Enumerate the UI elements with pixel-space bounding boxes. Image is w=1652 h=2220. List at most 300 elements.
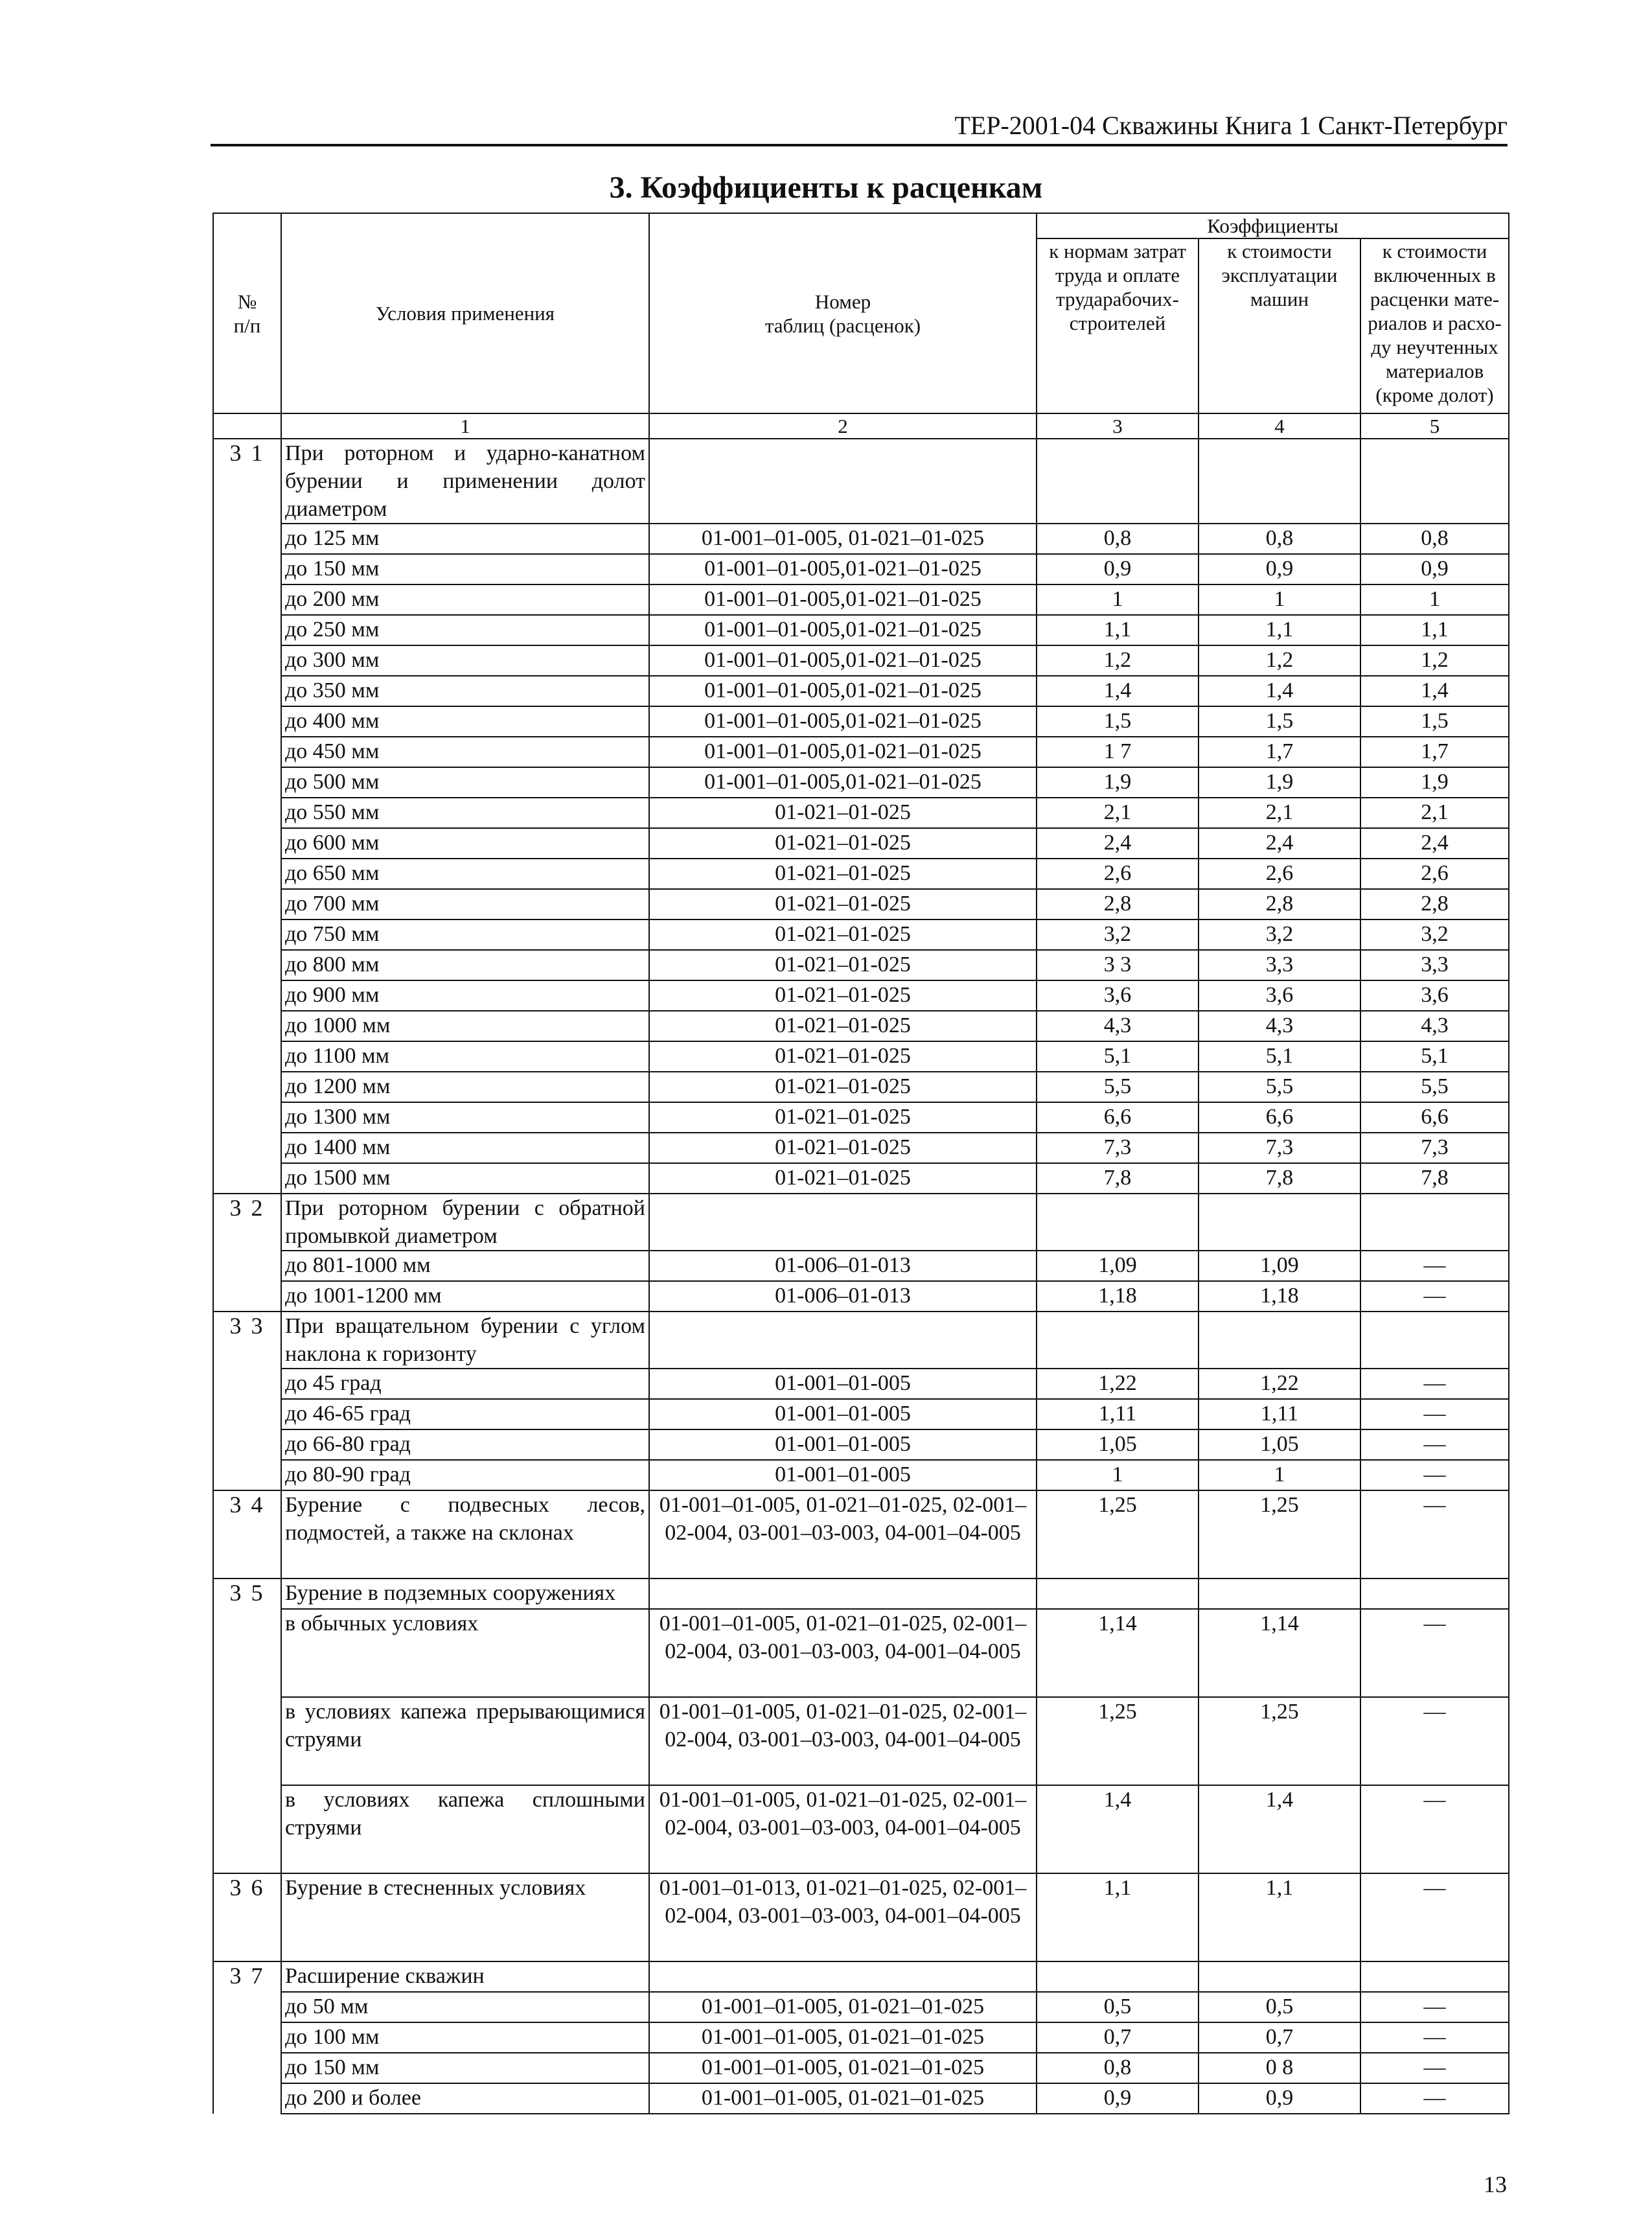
material-coef-cell: — xyxy=(1360,1281,1509,1312)
material-coef-cell: 3,6 xyxy=(1360,980,1509,1011)
condition-cell: до 450 мм xyxy=(281,737,649,767)
table-row xyxy=(213,919,1509,950)
row-number-cell-empty xyxy=(213,1041,281,1072)
table-row xyxy=(213,615,1509,645)
machine-coef-cell: 1,22 xyxy=(1199,1369,1360,1399)
condition-cell: Бурение в стесненных условиях xyxy=(281,1873,649,1961)
row-number-cell-empty xyxy=(213,1251,281,1281)
row-number-cell-empty xyxy=(213,1609,281,1697)
table-row xyxy=(213,524,1509,554)
row-number-cell-empty xyxy=(213,1399,281,1429)
table-number-cell: 01-001–01-005,01-021–01-025 xyxy=(649,767,1037,798)
condition-cell: до 50 мм xyxy=(281,1992,649,2022)
machine-coef-cell: 1,5 xyxy=(1199,706,1360,737)
material-coef-cell: — xyxy=(1360,1460,1509,1490)
condition-cell: до 46-65 град xyxy=(281,1399,649,1429)
condition-cell: до 600 мм xyxy=(281,828,649,859)
table-row xyxy=(213,767,1509,798)
table-row xyxy=(213,1429,1509,1460)
machine-coef-cell: 2,4 xyxy=(1199,828,1360,859)
condition-cell: в условиях капежа сплошными струями xyxy=(281,1785,649,1873)
labor-coef-cell: 1,1 xyxy=(1037,1873,1199,1961)
machine-coef-cell: 0,5 xyxy=(1199,1992,1360,2022)
row-number-cell-empty xyxy=(213,1697,281,1785)
labor-coef-cell: 0,5 xyxy=(1037,1992,1199,2022)
machine-coef-cell: 0 8 xyxy=(1199,2053,1360,2083)
material-coef-cell: — xyxy=(1360,1369,1509,1399)
condition-cell: до 200 и более xyxy=(281,2083,649,2114)
labor-coef-cell: 1,4 xyxy=(1037,1785,1199,1873)
table-row xyxy=(213,798,1509,828)
column-number: 1 xyxy=(281,413,649,439)
table-row xyxy=(213,584,1509,615)
machine-coef-cell: 2,1 xyxy=(1199,798,1360,828)
table-number-cell: 01-001–01-005 xyxy=(649,1369,1037,1399)
condition-cell: до 1000 мм xyxy=(281,1011,649,1041)
condition-cell: до 125 мм xyxy=(281,524,649,554)
group-title-row xyxy=(213,1578,1509,1609)
row-number-cell: 3 5 xyxy=(213,1578,281,1609)
material-coef-cell: 1,4 xyxy=(1360,676,1509,706)
row-number-cell-empty xyxy=(213,1133,281,1163)
table-row xyxy=(213,2053,1509,2083)
labor-coef-cell: 1 xyxy=(1037,1460,1199,1490)
table-row xyxy=(213,1281,1509,1312)
table-number-cell: 01-001–01-005, 01-021–01-025, 02-001–02-004, 03-001–03-003, 04-001–04-005 xyxy=(649,1785,1037,1873)
machine-coef-cell: 1,25 xyxy=(1199,1697,1360,1785)
row-number-cell-empty xyxy=(213,798,281,828)
row-number-cell-empty xyxy=(213,1785,281,1873)
header-conditions: Условия применения xyxy=(281,213,649,413)
table-row xyxy=(213,2022,1509,2053)
row-number-cell-empty xyxy=(213,1369,281,1399)
condition-cell: Бурение с подвесных лесов, подмостей, а также на склонах xyxy=(281,1490,649,1578)
condition-cell: до 1300 мм xyxy=(281,1102,649,1133)
table-row xyxy=(213,1163,1509,1194)
row-number-cell: 3 1 xyxy=(213,439,281,524)
labor-coef-cell: 1,09 xyxy=(1037,1251,1199,1281)
empty-cell xyxy=(1037,1312,1199,1369)
condition-cell: до 750 мм xyxy=(281,919,649,950)
table-row xyxy=(213,1369,1509,1399)
condition-cell: до 1500 мм xyxy=(281,1163,649,1194)
row-number-cell-empty xyxy=(213,615,281,645)
header-table-number: Номер таблиц (расценок) xyxy=(649,213,1037,413)
material-coef-cell: 0,9 xyxy=(1360,554,1509,584)
header-num: № п/п xyxy=(213,213,281,413)
condition-cell: до 500 мм xyxy=(281,767,649,798)
condition-cell: до 800 мм xyxy=(281,950,649,980)
table-number-cell: 01-001–01-005, 01-021–01-025 xyxy=(649,524,1037,554)
row-number-cell-empty xyxy=(213,919,281,950)
machine-coef-cell: 0,7 xyxy=(1199,2022,1360,2053)
row-number-cell-empty xyxy=(213,554,281,584)
table-number-cell: 01-001–01-013, 01-021–01-025, 02-001–02-004, 03-001–03-003, 04-001–04-005 xyxy=(649,1873,1037,1961)
machine-coef-cell: 1,09 xyxy=(1199,1251,1360,1281)
labor-coef-cell: 1,18 xyxy=(1037,1281,1199,1312)
table-row xyxy=(213,2083,1509,2114)
labor-coef-cell: 1,4 xyxy=(1037,676,1199,706)
machine-coef-cell: 0,9 xyxy=(1199,2083,1360,2114)
table-number-cell: 01-021–01-025 xyxy=(649,859,1037,889)
labor-coef-cell: 1,9 xyxy=(1037,767,1199,798)
column-number: 4 xyxy=(1199,413,1360,439)
labor-coef-cell: 1,11 xyxy=(1037,1399,1199,1429)
header-labor: к нормам затрат труда и оплате трударабочих- строителей xyxy=(1037,238,1199,413)
table-number-cell: 01-006–01-013 xyxy=(649,1281,1037,1312)
table-number-cell: 01-001–01-005, 01-021–01-025 xyxy=(649,2083,1037,2114)
empty-cell xyxy=(649,1194,1037,1251)
row-number-cell-empty xyxy=(213,1011,281,1041)
condition-cell: до 1001-1200 мм xyxy=(281,1281,649,1312)
condition-cell: до 66-80 град xyxy=(281,1429,649,1460)
table-row xyxy=(213,1697,1509,1785)
condition-cell: до 1400 мм xyxy=(281,1133,649,1163)
row-number-cell-empty xyxy=(213,950,281,980)
condition-cell: до 350 мм xyxy=(281,676,649,706)
empty-cell xyxy=(1199,439,1360,524)
table-row xyxy=(213,980,1509,1011)
coefficients-table xyxy=(212,213,1509,2114)
machine-coef-cell: 1 xyxy=(1199,1460,1360,1490)
row-number-cell-empty xyxy=(213,706,281,737)
table-number-cell: 01-001–01-005,01-021–01-025 xyxy=(649,737,1037,767)
empty-cell xyxy=(649,1312,1037,1369)
labor-coef-cell: 0,9 xyxy=(1037,554,1199,584)
condition-cell: до 801-1000 мм xyxy=(281,1251,649,1281)
material-coef-cell: 2,8 xyxy=(1360,889,1509,919)
table-number-cell: 01-021–01-025 xyxy=(649,980,1037,1011)
table-number-cell: 01-001–01-005,01-021–01-025 xyxy=(649,676,1037,706)
row-number-cell-empty xyxy=(213,2053,281,2083)
empty-cell xyxy=(1360,1961,1509,1992)
labor-coef-cell: 5,5 xyxy=(1037,1072,1199,1102)
labor-coef-cell: 0,9 xyxy=(1037,2083,1199,2114)
machine-coef-cell: 0,8 xyxy=(1199,524,1360,554)
table-number-cell: 01-001–01-005 xyxy=(649,1399,1037,1429)
labor-coef-cell: 1,14 xyxy=(1037,1609,1199,1697)
material-coef-cell: — xyxy=(1360,2083,1509,2114)
row-number-cell-empty xyxy=(213,1460,281,1490)
table-row xyxy=(213,1072,1509,1102)
condition-cell: до 200 мм xyxy=(281,584,649,615)
material-coef-cell: — xyxy=(1360,2053,1509,2083)
condition-cell: до 100 мм xyxy=(281,2022,649,2053)
labor-coef-cell: 1,5 xyxy=(1037,706,1199,737)
labor-coef-cell: 2,1 xyxy=(1037,798,1199,828)
material-coef-cell: 6,6 xyxy=(1360,1102,1509,1133)
row-number-cell-empty xyxy=(213,1163,281,1194)
header-machines: к стоимости эксплуатации машин xyxy=(1199,238,1360,413)
table-number-cell: 01-021–01-025 xyxy=(649,828,1037,859)
condition-cell: до 45 град xyxy=(281,1369,649,1399)
empty-cell xyxy=(1360,1578,1509,1609)
row-number-cell-empty xyxy=(213,676,281,706)
table-number-cell: 01-001–01-005,01-021–01-025 xyxy=(649,554,1037,584)
labor-coef-cell: 0,7 xyxy=(1037,2022,1199,2053)
machine-coef-cell: 1,11 xyxy=(1199,1399,1360,1429)
machine-coef-cell: 3,2 xyxy=(1199,919,1360,950)
group-title-cell: При роторном и ударно-канатном бурении и применении долот диаметром xyxy=(281,439,649,524)
group-title-cell: При вращательном бурении с углом наклона к горизонту xyxy=(281,1312,649,1369)
table-row xyxy=(213,1133,1509,1163)
empty-cell xyxy=(1199,1578,1360,1609)
group-title-row xyxy=(213,1194,1509,1251)
row-number-cell-empty xyxy=(213,1072,281,1102)
labor-coef-cell: 1,25 xyxy=(1037,1490,1199,1578)
row-number-cell-empty xyxy=(213,859,281,889)
material-coef-cell: 4,3 xyxy=(1360,1011,1509,1041)
labor-coef-cell: 1,1 xyxy=(1037,615,1199,645)
row-number-cell: 3 6 xyxy=(213,1873,281,1961)
condition-cell: до 80-90 град xyxy=(281,1460,649,1490)
condition-cell: до 550 мм xyxy=(281,798,649,828)
row-number-cell: 3 2 xyxy=(213,1194,281,1251)
table-number-cell: 01-021–01-025 xyxy=(649,950,1037,980)
material-coef-cell: — xyxy=(1360,1490,1509,1578)
table-number-cell: 01-001–01-005,01-021–01-025 xyxy=(649,615,1037,645)
labor-coef-cell: 1,25 xyxy=(1037,1697,1199,1785)
row-number-cell-empty xyxy=(213,584,281,615)
table-row xyxy=(213,554,1509,584)
material-coef-cell: — xyxy=(1360,1873,1509,1961)
group-title-row xyxy=(213,439,1509,524)
material-coef-cell: 1,2 xyxy=(1360,645,1509,676)
machine-coef-cell: 1,25 xyxy=(1199,1490,1360,1578)
material-coef-cell: — xyxy=(1360,2022,1509,2053)
table-number-cell: 01-001–01-005, 01-021–01-025, 02-001–02-004, 03-001–03-003, 04-001–04-005 xyxy=(649,1490,1037,1578)
row-number-cell-empty xyxy=(213,1102,281,1133)
machine-coef-cell: 6,6 xyxy=(1199,1102,1360,1133)
labor-coef-cell: 1,22 xyxy=(1037,1369,1199,1399)
machine-coef-cell: 1,14 xyxy=(1199,1609,1360,1697)
empty-cell xyxy=(1037,1961,1199,1992)
machine-coef-cell: 1,05 xyxy=(1199,1429,1360,1460)
material-coef-cell: 7,8 xyxy=(1360,1163,1509,1194)
machine-coef-cell: 4,3 xyxy=(1199,1011,1360,1041)
condition-cell: до 700 мм xyxy=(281,889,649,919)
table-row xyxy=(213,889,1509,919)
row-number-cell-empty xyxy=(213,767,281,798)
table-number-cell: 01-021–01-025 xyxy=(649,919,1037,950)
empty-cell xyxy=(1037,1578,1199,1609)
material-coef-cell: 1 xyxy=(1360,584,1509,615)
labor-coef-cell: 5,1 xyxy=(1037,1041,1199,1072)
empty-cell xyxy=(1037,1194,1199,1251)
table-number-cell: 01-021–01-025 xyxy=(649,1011,1037,1041)
condition-cell: до 250 мм xyxy=(281,615,649,645)
table-row xyxy=(213,950,1509,980)
table-number-cell: 01-001–01-005, 01-021–01-025, 02-001–02-004, 03-001–03-003, 04-001–04-005 xyxy=(649,1697,1037,1785)
table-row xyxy=(213,1399,1509,1429)
machine-coef-cell: 1,4 xyxy=(1199,676,1360,706)
column-number: 5 xyxy=(1360,413,1509,439)
table-row xyxy=(213,1041,1509,1072)
row-number-cell-empty xyxy=(213,828,281,859)
machine-coef-cell: 1,1 xyxy=(1199,615,1360,645)
empty-cell xyxy=(1360,1194,1509,1251)
material-coef-cell: — xyxy=(1360,1697,1509,1785)
table-number-cell: 01-001–01-005 xyxy=(649,1460,1037,1490)
machine-coef-cell: 0,9 xyxy=(1199,554,1360,584)
table-number-cell: 01-021–01-025 xyxy=(649,798,1037,828)
table-row xyxy=(213,828,1509,859)
condition-cell: в условиях капежа прерывающимися струями xyxy=(281,1697,649,1785)
row-number-cell: 3 4 xyxy=(213,1490,281,1578)
labor-coef-cell: 1 7 xyxy=(1037,737,1199,767)
machine-coef-cell: 1,7 xyxy=(1199,737,1360,767)
labor-coef-cell: 3 3 xyxy=(1037,950,1199,980)
material-coef-cell: 2,6 xyxy=(1360,859,1509,889)
group-title-row xyxy=(213,1312,1509,1369)
table-number-cell: 01-001–01-005, 01-021–01-025 xyxy=(649,1992,1037,2022)
table-row xyxy=(213,1785,1509,1873)
condition-cell: до 400 мм xyxy=(281,706,649,737)
table-number-cell: 01-001–01-005, 01-021–01-025 xyxy=(649,2053,1037,2083)
material-coef-cell: — xyxy=(1360,1992,1509,2022)
material-coef-cell: 2,4 xyxy=(1360,828,1509,859)
column-number: 2 xyxy=(649,413,1037,439)
table-row xyxy=(213,737,1509,767)
row-number-cell-empty xyxy=(213,889,281,919)
table-row xyxy=(213,859,1509,889)
table-number-cell: 01-001–01-005,01-021–01-025 xyxy=(649,645,1037,676)
row-number-cell-empty xyxy=(213,1281,281,1312)
material-coef-cell: 3,3 xyxy=(1360,950,1509,980)
table-row xyxy=(213,1992,1509,2022)
table-number-cell: 01-006–01-013 xyxy=(649,1251,1037,1281)
labor-coef-cell: 1,2 xyxy=(1037,645,1199,676)
table-number-cell: 01-021–01-025 xyxy=(649,1163,1037,1194)
labor-coef-cell: 1 xyxy=(1037,584,1199,615)
labor-coef-cell: 2,4 xyxy=(1037,828,1199,859)
running-header xyxy=(211,110,1508,146)
group-title-cell: При роторном бурении с обратной промывкой диаметром xyxy=(281,1194,649,1251)
section-title: 3. Коэффициенты к расценкам xyxy=(609,170,1043,205)
table-number-cell: 01-021–01-025 xyxy=(649,1133,1037,1163)
machine-coef-cell: 5,5 xyxy=(1199,1072,1360,1102)
labor-coef-cell: 6,6 xyxy=(1037,1102,1199,1133)
empty-cell xyxy=(649,439,1037,524)
row-number-cell-empty xyxy=(213,2022,281,2053)
table-number-cell: 01-001–01-005,01-021–01-025 xyxy=(649,584,1037,615)
labor-coef-cell: 3,6 xyxy=(1037,980,1199,1011)
table-number-cell: 01-021–01-025 xyxy=(649,889,1037,919)
empty-cell xyxy=(1199,1194,1360,1251)
row-number-cell-empty xyxy=(213,2083,281,2114)
table-number-cell: 01-001–01-005, 01-021–01-025 xyxy=(649,2022,1037,2053)
group-title-row xyxy=(213,1961,1509,1992)
condition-cell: до 300 мм xyxy=(281,645,649,676)
condition-cell: до 900 мм xyxy=(281,980,649,1011)
running-header-text: ТЕР-2001-04 Скважины Книга 1 Санкт-Петербург xyxy=(954,111,1508,140)
empty-cell xyxy=(1360,439,1509,524)
row-number-cell-empty xyxy=(213,1429,281,1460)
empty-cell xyxy=(649,1578,1037,1609)
material-coef-cell: — xyxy=(1360,1609,1509,1697)
column-number: 3 xyxy=(1037,413,1199,439)
group-title-cell: Расширение скважин xyxy=(281,1961,649,1992)
coefficients-table-body xyxy=(213,213,1509,2114)
labor-coef-cell: 1,05 xyxy=(1037,1429,1199,1460)
machine-coef-cell: 1,2 xyxy=(1199,645,1360,676)
material-coef-cell: 1,1 xyxy=(1360,615,1509,645)
material-coef-cell: — xyxy=(1360,1785,1509,1873)
table-row xyxy=(213,645,1509,676)
group-title-cell: Бурение в подземных сооружениях xyxy=(281,1578,649,1609)
table-number-cell: 01-001–01-005, 01-021–01-025, 02-001–02-004, 03-001–03-003, 04-001–04-005 xyxy=(649,1609,1037,1697)
table-row xyxy=(213,1609,1509,1697)
material-coef-cell: — xyxy=(1360,1399,1509,1429)
table-row xyxy=(213,1490,1509,1578)
material-coef-cell: 5,1 xyxy=(1360,1041,1509,1072)
column-number-row xyxy=(213,413,1509,439)
machine-coef-cell: 5,1 xyxy=(1199,1041,1360,1072)
table-row xyxy=(213,706,1509,737)
material-coef-cell: 1,7 xyxy=(1360,737,1509,767)
table-row xyxy=(213,1102,1509,1133)
table-row xyxy=(213,676,1509,706)
condition-cell: до 650 мм xyxy=(281,859,649,889)
machine-coef-cell: 1,1 xyxy=(1199,1873,1360,1961)
header-materials: к стоимости включенных в расценки мате- риалов и расхо- ду неучтенных материалов (кроме долот) xyxy=(1360,238,1509,413)
labor-coef-cell: 7,8 xyxy=(1037,1163,1199,1194)
table-number-cell: 01-001–01-005 xyxy=(649,1429,1037,1460)
machine-coef-cell: 3,6 xyxy=(1199,980,1360,1011)
row-number-cell: 3 3 xyxy=(213,1312,281,1369)
labor-coef-cell: 3,2 xyxy=(1037,919,1199,950)
labor-coef-cell: 4,3 xyxy=(1037,1011,1199,1041)
machine-coef-cell: 1 xyxy=(1199,584,1360,615)
machine-coef-cell: 1,4 xyxy=(1199,1785,1360,1873)
row-number-cell-empty xyxy=(213,645,281,676)
header-coefficients: Коэффициенты xyxy=(1037,213,1509,238)
column-number-blank xyxy=(213,413,281,439)
row-number-cell: 3 7 xyxy=(213,1961,281,1992)
machine-coef-cell: 2,6 xyxy=(1199,859,1360,889)
table-row xyxy=(213,1011,1509,1041)
machine-coef-cell: 1,9 xyxy=(1199,767,1360,798)
material-coef-cell: 1,5 xyxy=(1360,706,1509,737)
labor-coef-cell: 2,6 xyxy=(1037,859,1199,889)
page-number: 13 xyxy=(1484,2171,1507,2197)
material-coef-cell: 7,3 xyxy=(1360,1133,1509,1163)
row-number-cell-empty xyxy=(213,1992,281,2022)
condition-cell: до 150 мм xyxy=(281,554,649,584)
machine-coef-cell: 2,8 xyxy=(1199,889,1360,919)
material-coef-cell: 1,9 xyxy=(1360,767,1509,798)
empty-cell xyxy=(1199,1312,1360,1369)
table-row xyxy=(213,1873,1509,1961)
row-number-cell-empty xyxy=(213,524,281,554)
material-coef-cell: 5,5 xyxy=(1360,1072,1509,1102)
machine-coef-cell: 7,8 xyxy=(1199,1163,1360,1194)
labor-coef-cell: 7,3 xyxy=(1037,1133,1199,1163)
machine-coef-cell: 1,18 xyxy=(1199,1281,1360,1312)
material-coef-cell: 2,1 xyxy=(1360,798,1509,828)
labor-coef-cell: 0,8 xyxy=(1037,2053,1199,2083)
row-number-cell-empty xyxy=(213,980,281,1011)
empty-cell xyxy=(1360,1312,1509,1369)
row-number-cell-empty xyxy=(213,737,281,767)
header-row xyxy=(213,213,1509,238)
machine-coef-cell: 7,3 xyxy=(1199,1133,1360,1163)
material-coef-cell: — xyxy=(1360,1251,1509,1281)
table-number-cell: 01-021–01-025 xyxy=(649,1041,1037,1072)
machine-coef-cell: 3,3 xyxy=(1199,950,1360,980)
table-number-cell: 01-021–01-025 xyxy=(649,1072,1037,1102)
empty-cell xyxy=(1037,439,1199,524)
